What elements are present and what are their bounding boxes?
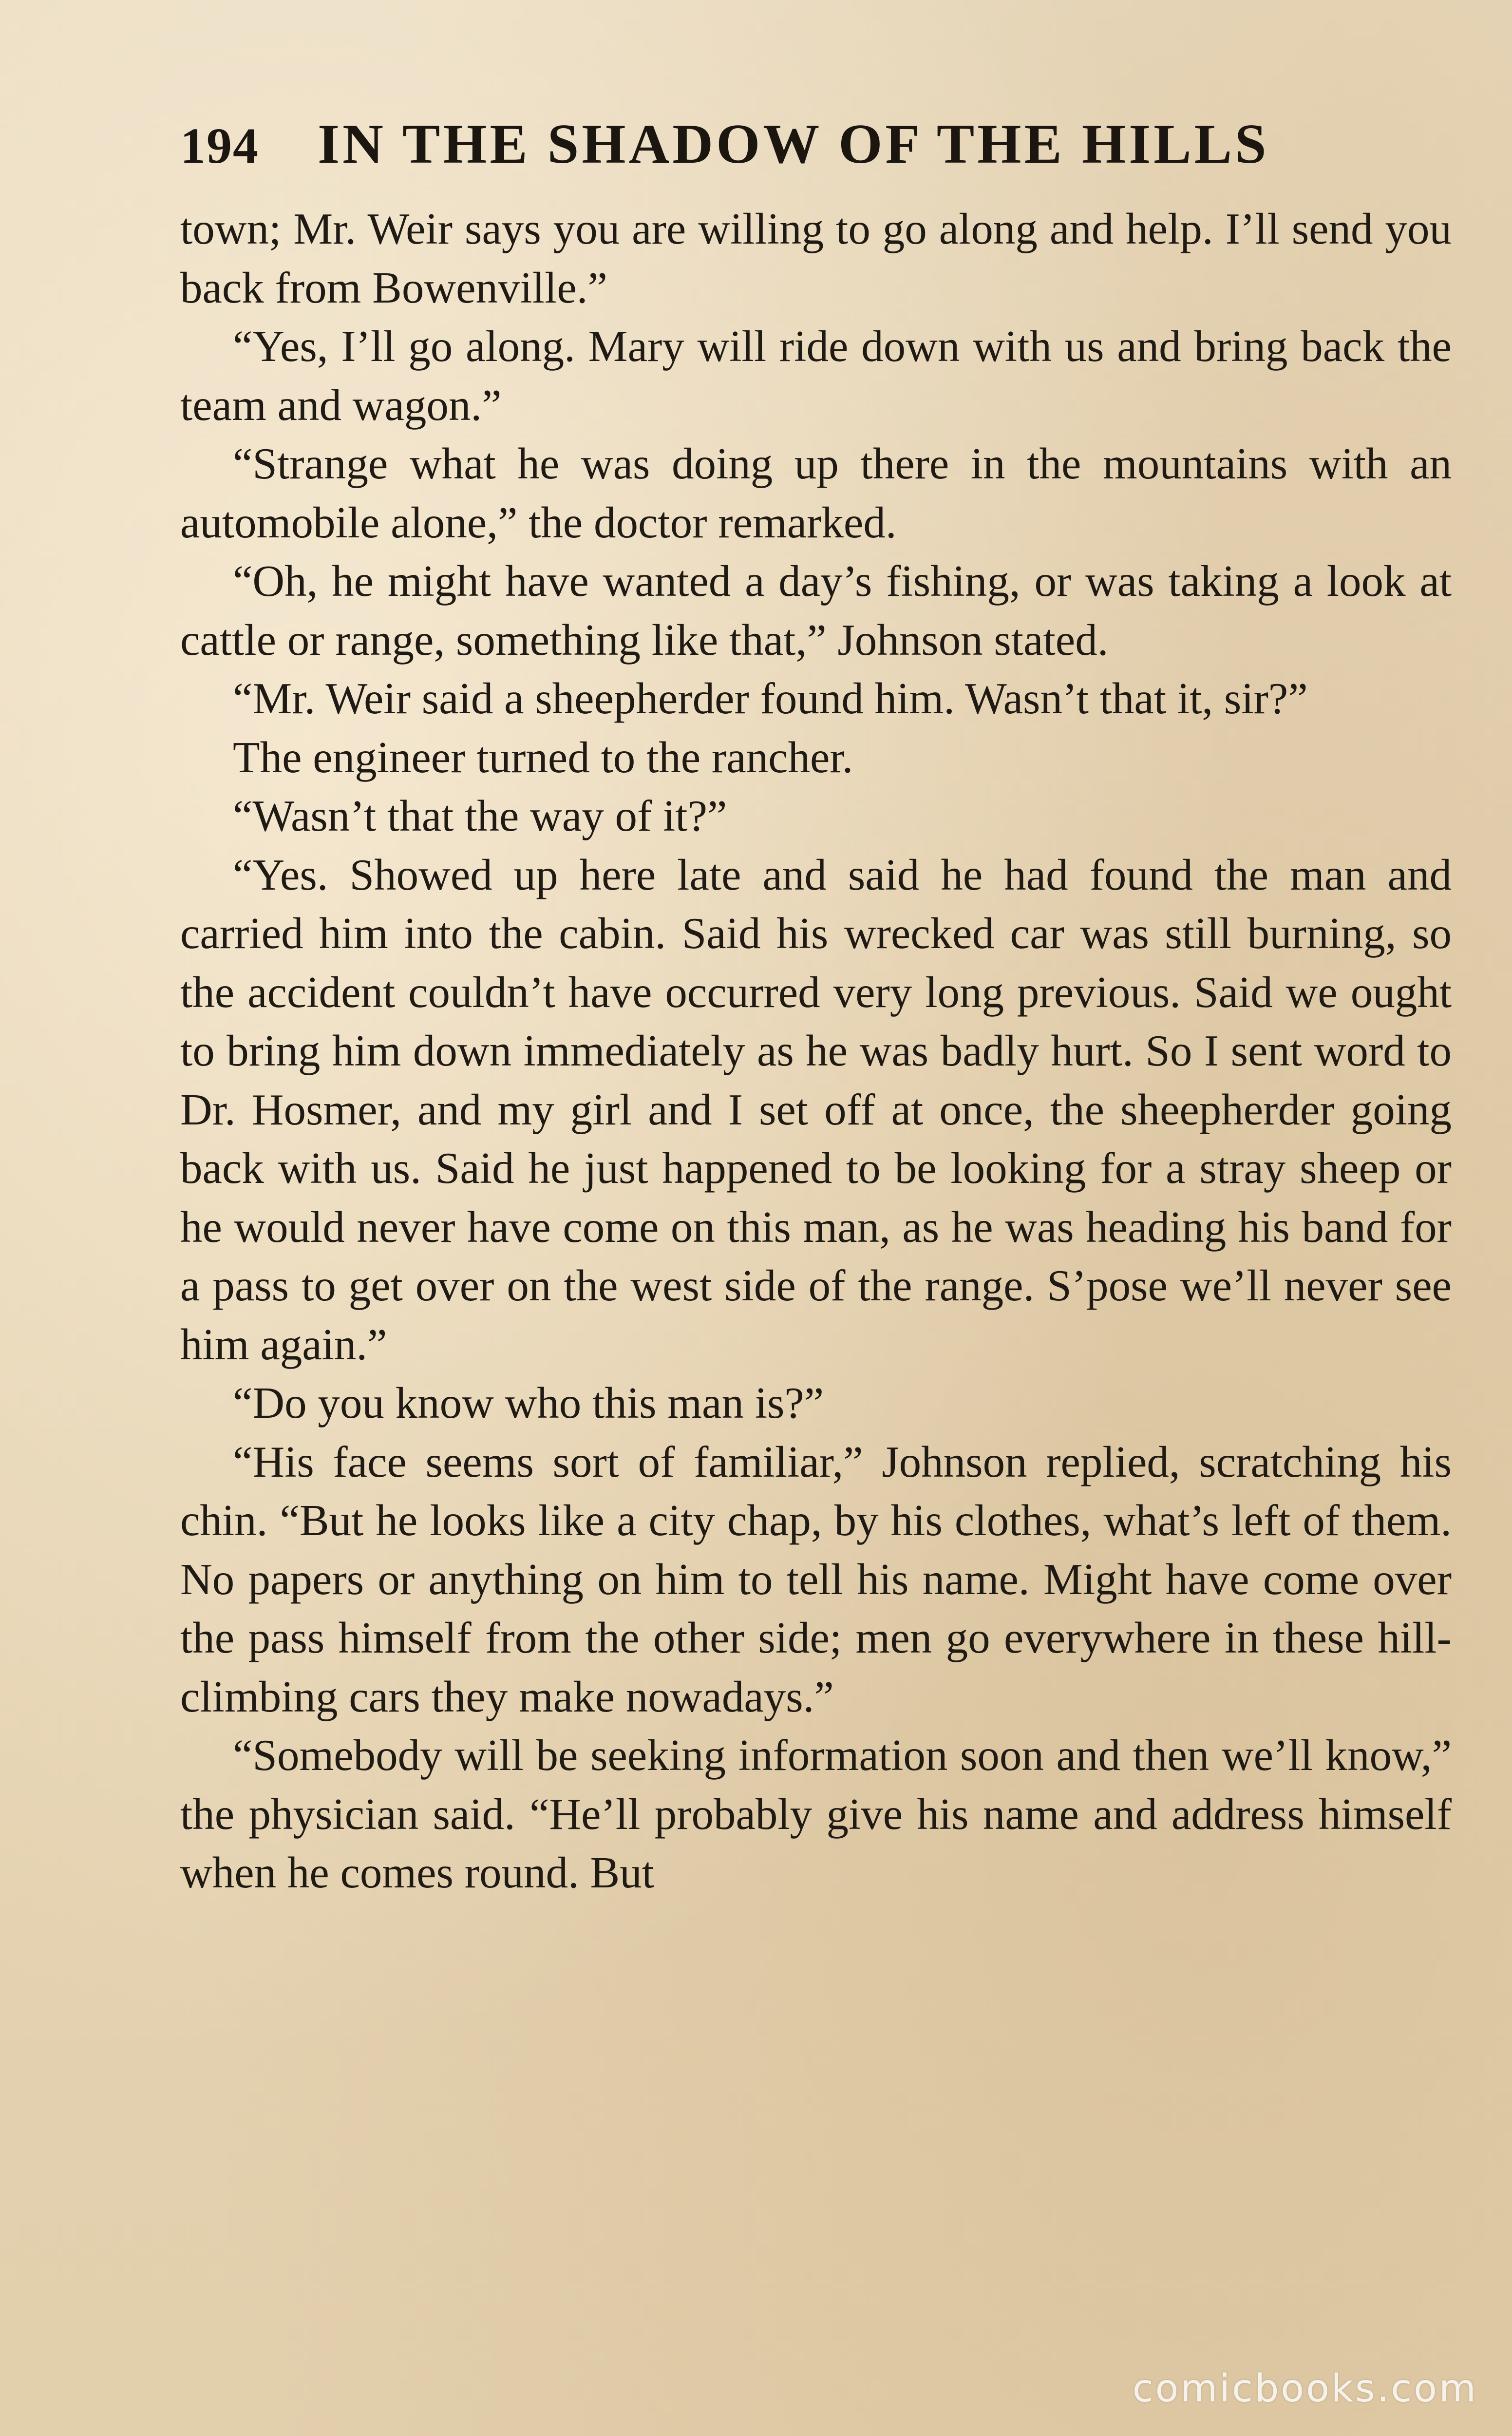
page-number: 194 bbox=[180, 118, 259, 174]
paragraph: “Wasn’t that the way of it?” bbox=[233, 791, 727, 840]
body-text bbox=[180, 200, 1452, 1903]
running-head-title: IN THE SHADOW OF THE HILLS bbox=[318, 113, 1269, 175]
paragraph: “Yes, I’ll go along. Mary will ride down with us and bring back the team and wagon.” bbox=[180, 322, 1452, 430]
paragraph: “Somebody will be seeking information soon and then we’ll know,” the physician said. “He’ll probably give his name and address himself when he comes round. But bbox=[180, 1731, 1452, 1897]
book-page bbox=[180, 112, 1452, 2324]
running-head bbox=[180, 112, 1452, 200]
paragraph: “Do you know who this man is?” bbox=[233, 1378, 824, 1427]
paragraph: “Mr. Weir said a sheepherder found him. Wasn’t that it, sir?” bbox=[233, 674, 1308, 723]
paragraph: “Yes. Showed up here late and said he had found the man and carried him into the cabin. Said his wrecked car was still burning, so the accident couldn’t have occurred very long previous. Said we ought to bring him down immediately as he was badly hurt. So I sent word to Dr. Hosmer, and my girl and I set off at once, the sheepherder going back with us. Said he just happened to be looking for a stray sheep or he would never have come on this man, as he was heading his band for a pass to get over on the west side of the range. S’pose we’ll never see him again.” bbox=[180, 850, 1452, 1369]
watermark: comicbooks.com bbox=[1132, 2367, 1478, 2411]
paragraph: “His face seems sort of familiar,” Johnson replied, scratching his chin. “But he looks like a city chap, by his clothes, what’s left of them. No papers or anything on him to tell his name. Might have come over the pass himself from the other side; men go everywhere in these hill-climbing cars they make nowadays.” bbox=[180, 1437, 1452, 1721]
paragraph: “Oh, he might have wanted a day’s fishing, or was taking a look at cattle or range, something like that,” Johnson stated. bbox=[180, 556, 1452, 665]
paragraph: The engineer turned to the rancher. bbox=[233, 732, 853, 782]
paragraph: town; Mr. Weir says you are willing to go along and help. I’ll send you back from Bowenville.” bbox=[180, 204, 1452, 312]
paragraph: “Strange what he was doing up there in the mountains with an automobile alone,” the doctor remarked. bbox=[180, 439, 1452, 547]
